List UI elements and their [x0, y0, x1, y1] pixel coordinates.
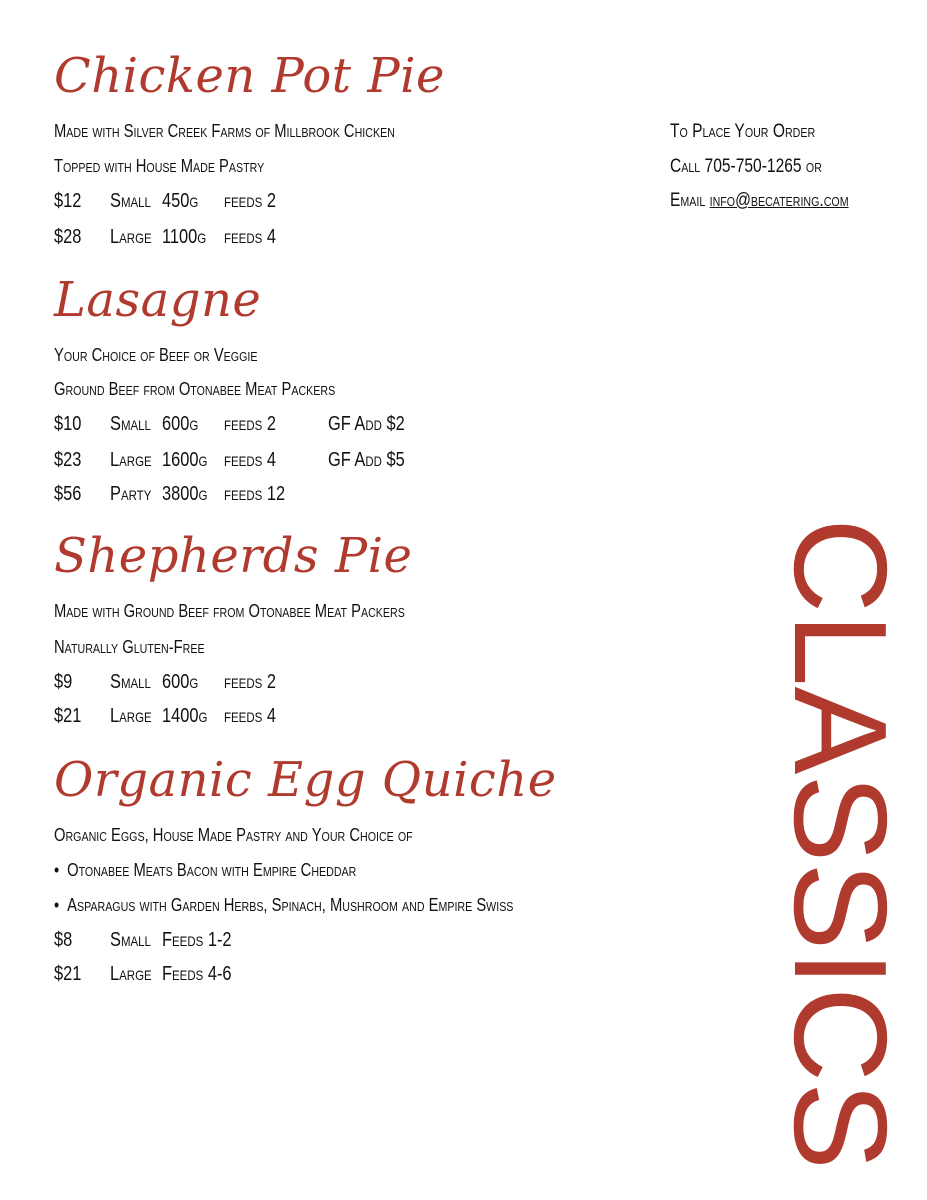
bullet-item: [54, 896, 513, 914]
description-line: Naturally Gluten-Free: [54, 637, 205, 657]
email-label: Email: [670, 190, 706, 211]
section-title-organic-egg-quiche: Organic Egg Quiche: [54, 752, 557, 808]
description-line: Organic Eggs, House Made Pastry and Your Choice of: [54, 825, 413, 845]
size: Large: [110, 705, 152, 727]
price-row: [54, 191, 474, 213]
feeds: feeds 12: [224, 483, 286, 505]
section-title-chicken-pot-pie: Chicken Pot Pie: [54, 48, 445, 104]
feeds: feeds 4: [224, 705, 276, 727]
price: $8: [54, 929, 73, 951]
weight: 1100g: [162, 226, 207, 248]
feeds: feeds 2: [224, 413, 276, 435]
size: Small: [110, 671, 151, 693]
size: Small: [110, 190, 151, 212]
price-row: [54, 964, 474, 986]
price: $28: [54, 226, 82, 248]
price-row: [54, 227, 474, 249]
description-line: Made with Ground Beef from Otonabee Meat Packers: [54, 601, 405, 621]
feeds: Feeds 4-6: [162, 963, 232, 985]
gf-addon: GF Add $2: [328, 413, 405, 435]
size: Party: [110, 483, 152, 505]
description-line: Your Choice of Beef or Veggie: [54, 345, 258, 365]
price: $23: [54, 449, 82, 471]
price: $12: [54, 190, 82, 212]
section-title-lasagne: Lasagne: [54, 272, 262, 328]
price-row: [54, 930, 474, 952]
size: Large: [110, 963, 152, 985]
classics-banner-text: CLASSICS: [767, 518, 914, 1171]
weight: 450g: [162, 190, 199, 212]
size: Large: [110, 226, 152, 248]
order-email-line: [670, 191, 849, 210]
price-row: [54, 706, 474, 728]
price-row: [54, 672, 474, 694]
price-row: [54, 484, 474, 506]
weight: 600g: [162, 413, 199, 435]
gf-addon: GF Add $5: [328, 449, 405, 471]
price: $21: [54, 963, 82, 985]
bullet-text: Asparagus with Garden Herbs, Spinach, Mushroom and Empire Swiss: [67, 895, 514, 915]
weight: 1400g: [162, 705, 208, 727]
weight: 3800g: [162, 483, 208, 505]
email-link[interactable]: info@becatering.com: [709, 190, 849, 211]
feeds: feeds 2: [224, 671, 276, 693]
weight: 600g: [162, 671, 199, 693]
feeds: feeds 2: [224, 190, 276, 212]
order-phone: Call 705-750-1265 or: [670, 156, 822, 177]
order-heading: To Place Your Order: [670, 121, 816, 142]
price: $56: [54, 483, 82, 505]
bullet-icon: •: [54, 895, 60, 915]
size: Small: [110, 929, 151, 951]
price-row: [54, 414, 474, 436]
description-line: Topped with House Made Pastry: [54, 156, 265, 176]
description-line: Made with Silver Creek Farms of Millbrook Chicken: [54, 121, 395, 141]
price: $10: [54, 413, 82, 435]
price: $21: [54, 705, 82, 727]
bullet-text: Otonabee Meats Bacon with Empire Cheddar: [67, 860, 357, 880]
classics-banner: [767, 518, 914, 1173]
feeds: feeds 4: [224, 449, 276, 471]
feeds: Feeds 1-2: [162, 929, 232, 951]
size: Large: [110, 449, 152, 471]
section-title-shepherds-pie: Shepherds Pie: [54, 528, 413, 584]
weight: 1600g: [162, 449, 208, 471]
price-row: [54, 450, 474, 472]
size: Small: [110, 413, 151, 435]
bullet-item: [54, 861, 356, 879]
description-line: Ground Beef from Otonabee Meat Packers: [54, 379, 336, 399]
feeds: feeds 4: [224, 226, 276, 248]
price: $9: [54, 671, 73, 693]
bullet-icon: •: [54, 860, 60, 880]
